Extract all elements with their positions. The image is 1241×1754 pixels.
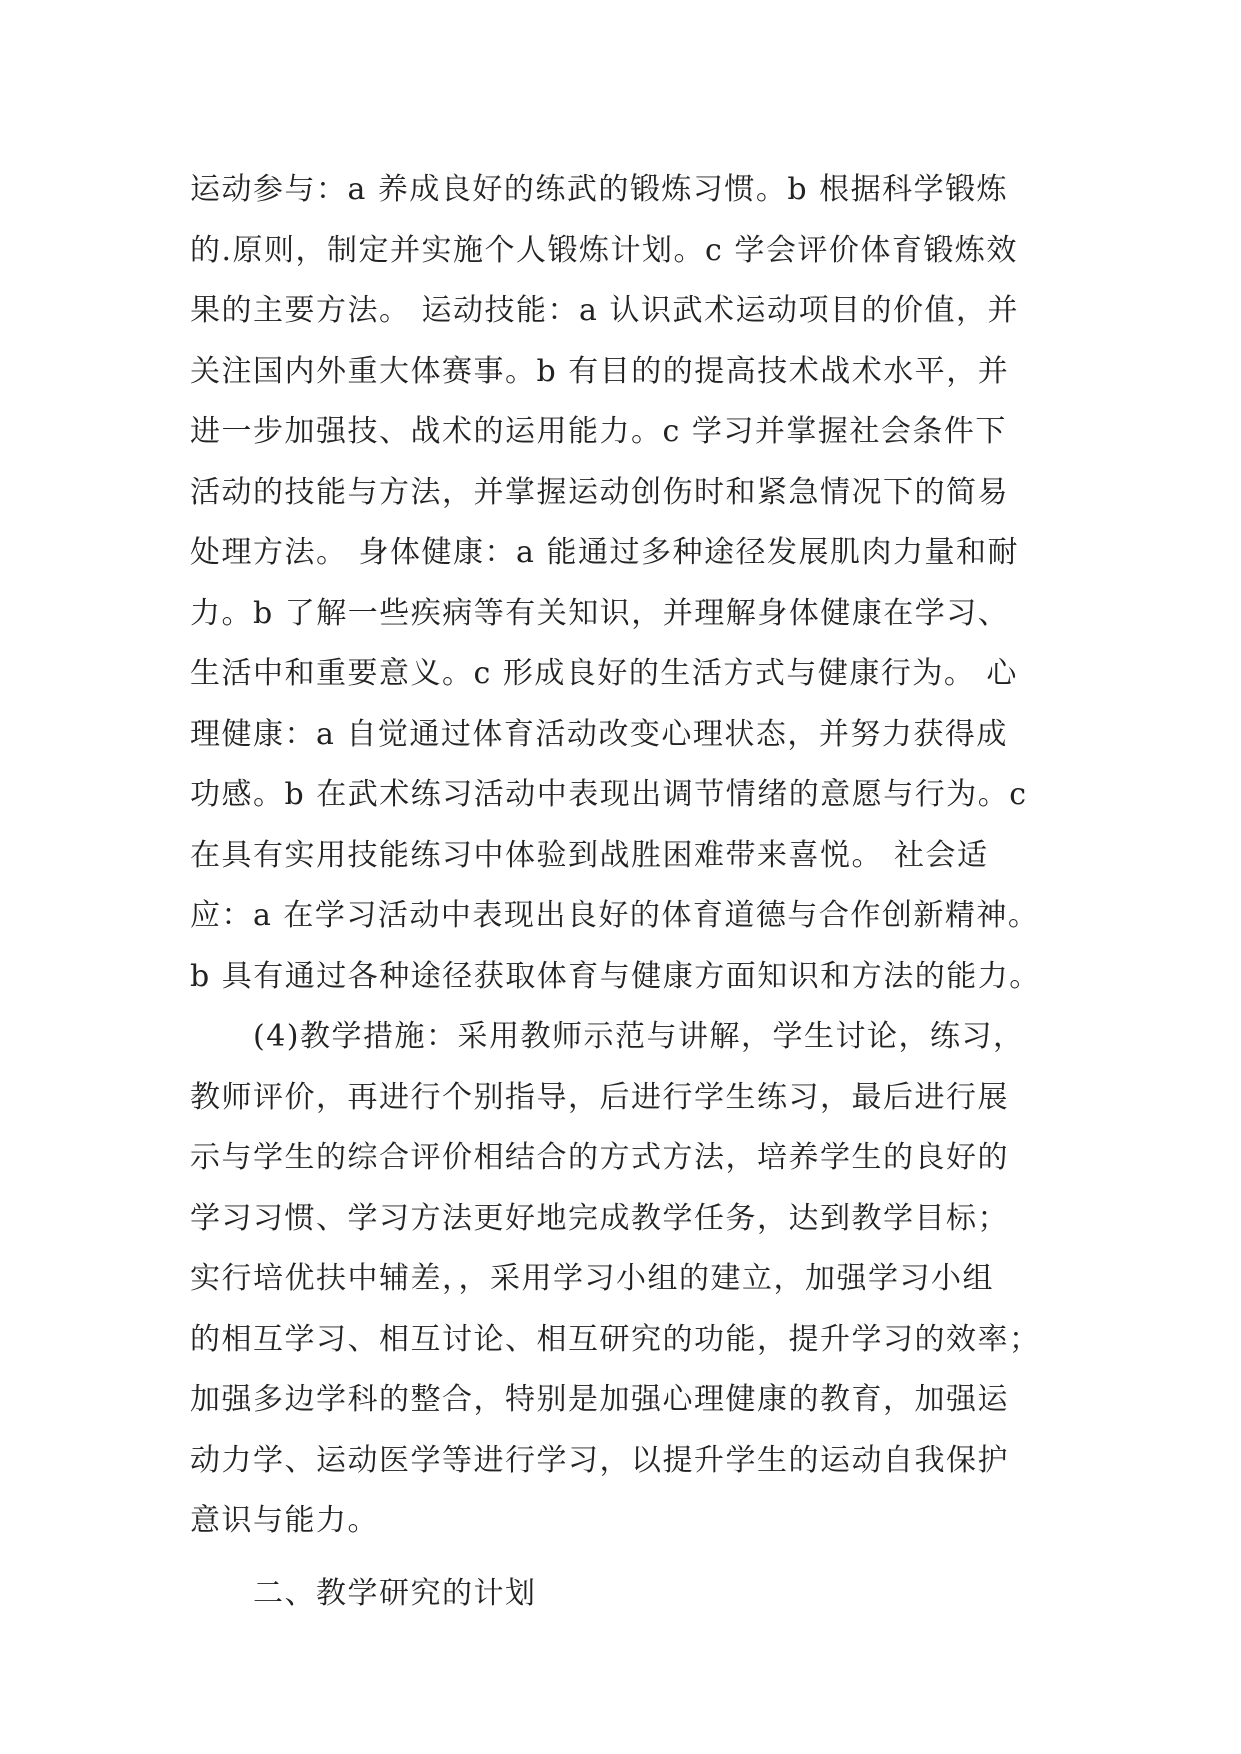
text-line: (4)教学措施：采用教师示范与讲解，学生讨论，练习， bbox=[253, 1019, 1025, 1054]
text-line: 教师评价，再进行个别指导，后进行学生练习，最后进行展 bbox=[190, 1079, 1009, 1115]
text-line: 的相互学习、相互讨论、相互研究的功能，提升学习的效率； bbox=[190, 1321, 1041, 1357]
text-line: 的.原则，制定并实施个人锻炼计划。c 学会评价体育锻炼效 bbox=[190, 232, 1018, 268]
document-body bbox=[190, 160, 1070, 1624]
text-line: 应：a 在学习活动中表现出良好的体育道德与合作创新精神。 bbox=[190, 898, 1040, 933]
text-line: 实行培优扶中辅差，，采用学习小组的建立，加强学习小组 bbox=[190, 1261, 994, 1296]
text-line: 功感。b 在武术练习活动中表现出调节情绪的意愿与行为。c bbox=[190, 777, 1028, 812]
section-heading: 二、教学研究的计划 bbox=[253, 1575, 537, 1611]
text-line: 活动的技能与方法，并掌握运动创伤时和紧急情况下的简易 bbox=[190, 474, 1009, 510]
text-line: 果的主要方法。 运动技能：a 认识武术运动项目的价值，并 bbox=[190, 293, 1019, 328]
text-line: 在具有实用技能练习中体验到战胜困难带来喜悦。 社会适 bbox=[190, 837, 989, 873]
paragraph-teaching-measures bbox=[190, 1007, 1070, 1552]
text-line: 意识与能力。 bbox=[190, 1503, 379, 1538]
text-line: 示与学生的综合评价相结合的方式方法，培养学生的良好的 bbox=[190, 1140, 1009, 1175]
text-line: 进一步加强技、战术的运用能力。c 学习并掌握社会条件下 bbox=[190, 414, 1007, 449]
paragraph-objectives bbox=[190, 160, 1070, 1007]
text-line: 动力学、运动医学等进行学习，以提升学生的运动自我保护 bbox=[190, 1442, 1009, 1478]
text-line: 加强多边学科的整合，特别是加强心理健康的教育，加强运 bbox=[190, 1382, 1009, 1417]
text-line: 生活中和重要意义。c 形成良好的生活方式与健康行为。 心 bbox=[190, 656, 1018, 691]
paragraph-spacer bbox=[190, 1552, 1070, 1564]
text-line: 力。b 了解一些疾病等有关知识，并理解身体健康在学习、 bbox=[190, 595, 1010, 631]
text-line: 理健康：a 自觉通过体育活动改变心理状态，并努力获得成 bbox=[190, 716, 1008, 752]
text-line: 学习习惯、学习方法更好地完成教学任务，达到教学目标； bbox=[190, 1200, 1009, 1236]
text-line: 关注国内外重大体赛事。b 有目的的提高技术战术水平，并 bbox=[190, 353, 1010, 389]
text-line: 处理方法。 身体健康：a 能通过多种途径发展肌肉力量和耐 bbox=[190, 535, 1019, 570]
text-line: 运动参与：a 养成良好的练武的锻炼习惯。b 根据科学锻炼 bbox=[190, 172, 1009, 207]
text-line: b 具有通过各种途径获取体育与健康方面知识和方法的能力。 bbox=[190, 958, 1041, 994]
